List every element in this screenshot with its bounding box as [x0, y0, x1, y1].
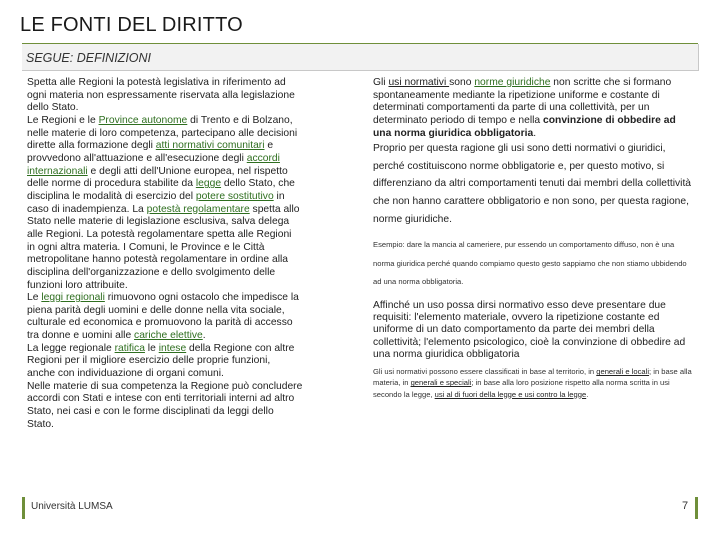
text-line: metropolitane hanno potestà regolamentare in ordine alla — [27, 254, 289, 266]
text-line: tra donne e uomini alle cariche elettive. — [27, 330, 206, 342]
page-number: 7 — [682, 500, 689, 512]
text-line: ogni materia non espressamente riservata alla legislazione — [27, 89, 295, 101]
text-line: caso di inadempienza. La potestà regolamentare spetta allo — [27, 203, 300, 215]
text-line: Le Regioni e le Province autonome di Trento e di Bolzano, — [27, 114, 293, 126]
link-cariche-elettive[interactable]: cariche elettive — [134, 330, 203, 342]
footer-accent-bar-right — [695, 497, 698, 519]
slide-subtitle: SEGUE: DEFINIZIONI — [26, 51, 152, 65]
text-line: dello Stato. — [27, 102, 79, 114]
slide-title: LE FONTI DEL DIRITTO — [20, 14, 243, 36]
link-usi-normativi[interactable]: usi normativi — [388, 77, 450, 88]
link-generali-locali[interactable]: generali e locali — [596, 367, 650, 377]
example-text: Esempio: dare la mancia al cameriere, pur essendo un comportamento diffuso, non è una norma giuridica perché quando compiamo questo gesto sappiamo che non stiamo ubbidendo ad una norma obbligatoria. — [373, 240, 687, 287]
text-line: provvedono all'attuazione e all'esecuzione degli accordi — [27, 152, 280, 164]
text-line: disciplina dell'organizzazione e dello svolgimento delle — [27, 266, 276, 278]
link-leggi-regionali[interactable]: leggi regionali — [41, 292, 105, 304]
right-column-text — [373, 77, 695, 400]
text-line: internazionali e degli atti dell'Unione europea, nel rispetto — [27, 165, 288, 177]
text-line: Regioni per il migliore esercizio delle proprie funzioni, — [27, 355, 271, 367]
link-legge[interactable]: legge — [195, 178, 222, 190]
text-line: Stato. — [27, 418, 54, 430]
text-line: Stato nelle materie di legislazione esclusiva, salva delega — [27, 216, 290, 228]
text-line: Spetta alle Regioni la potestà legislativa in riferimento ad — [27, 77, 286, 88]
link-usi-fuori-contro-legge[interactable]: usi al di fuori della legge e usi contro la legge — [434, 389, 587, 399]
text-line: delle norme di procedura stabilite da legge dello Stato, che — [27, 178, 295, 190]
text-line: culturale ed economica e promuovono la parità di accesso — [27, 317, 293, 329]
text-line: nelle materie di loro competenza, partecipano alle decisioni — [27, 127, 298, 139]
link-generali-speciali[interactable]: generali e speciali — [410, 378, 472, 388]
text-line: disciplina le modalità di esercizio del potere sostitutivo in — [27, 190, 285, 202]
link-intese[interactable]: intese — [158, 342, 187, 354]
text-line: in ogni altra materia. I Comuni, le Province e le Città — [27, 241, 265, 253]
link-potesta-regolamentare[interactable]: potestà regolamentare — [146, 203, 250, 215]
paragraph-requisiti: Affinché un uso possa dirsi normativo esso deve presentare due requisiti: l'elemento materiale, ovvero la ripetizione costante ed uniforme di un dato comportamento da parte dei membri della collettività; l'elemento psicologico, cioè la convinzione di obbedire ad una norma giuridica obbligatoria — [373, 299, 686, 360]
classification-note: Gli usi normativi possono essere classificati in base al territorio, in generali e locali; in base alla materia, in generali e speciali; in base alla loro posizione rispetto alla norma scritta in usi secondo la legge, usi al di fuori della legge e usi contro la legge. — [373, 367, 692, 399]
text-line: dirette alla formazione degli atti normativi comunitari e — [27, 140, 274, 152]
text-line: funzioni loro attribuite. — [27, 279, 128, 291]
link-potere-sostitutivo[interactable]: potere sostitutivo — [195, 190, 274, 202]
bold-convinzione: convinzione di obbedire ad una norma giuridica obbligatoria — [373, 114, 676, 139]
text-line: Stato, nei casi e con le forme disciplinati da leggi dello — [27, 406, 274, 418]
link-norme-giuridiche[interactable]: norme giuridiche — [474, 77, 551, 88]
text-line: La legge regionale ratifica le intese della Regione con altre — [27, 342, 295, 354]
text-line: accordi con Stati e intese con enti territoriali interni ad altro — [27, 393, 295, 405]
link-accordi-internazionali[interactable]: internazionali — [27, 165, 88, 177]
text-line: anche con individuazione di organi comuni. — [27, 368, 224, 380]
paragraph-usi-normativi: Gli usi normativi sono norme giuridiche non scritte che si formano spontaneamente mediante la ripetizione uniforme e costante di determinati comportamenti da parte di una collettività, per un determinato periodo di tempo e nella convinzione di obbedire ad una norma giuridica obbligatoria. — [373, 77, 676, 139]
link-accordi-internazionali[interactable]: accordi — [246, 152, 280, 164]
link-province-autonome[interactable]: Province autonome — [98, 114, 188, 126]
text-line: Le leggi regionali rimuovono ogni ostacolo che impedisce la — [27, 292, 299, 304]
left-column-text — [27, 77, 347, 431]
link-ratifica[interactable]: ratifica — [114, 342, 145, 354]
text-line: piena parità degli uomini e delle donne nella vita sociale, — [27, 304, 285, 316]
text-line: Nelle materie di sua competenza la Regione può concludere — [27, 380, 303, 392]
link-atti-normativi-comunitari[interactable]: atti normativi comunitari — [155, 140, 265, 152]
text-line: alle Regioni. La potestà regolamentare spetta alle Regioni — [27, 228, 292, 240]
footer-accent-bar — [22, 497, 25, 519]
footer-institution: Università LUMSA — [31, 501, 113, 512]
paragraph-ragione: Proprio per questa ragione gli usi sono detti normativi o giuridici, perché costituiscono norme obbligatorie e, per questo motivo, si differenziano da altri comportamenti tenuti dai membri della collettività che non hanno carattere obbligatorio e non sono, per questa ragione, norme giuridiche. — [373, 143, 692, 225]
